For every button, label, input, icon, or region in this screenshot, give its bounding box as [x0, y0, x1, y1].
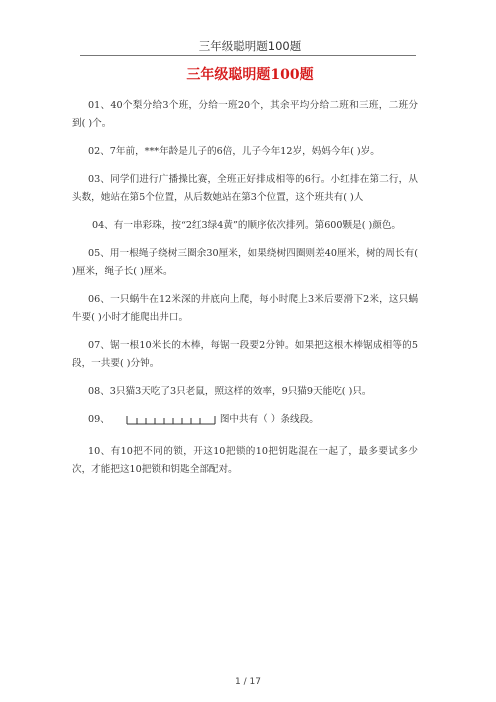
question-list: [72, 97, 418, 489]
question-07: 07、锯一根10米长的木棒，每锯一段要2分钟。如果把这根木棒锯成相等的5段，一共要( )分钟。: [72, 340, 418, 369]
running-header: 三年级聪明题100题: [198, 39, 302, 53]
question-10: 10、有10把不同的锁，开这10把锁的10把钥匙混在一起了，最多要试多少次，才能把这10把锁和钥匙全部配对。: [72, 446, 418, 475]
question-09-number: 09、: [88, 414, 110, 425]
segment-figure-icon: [126, 414, 216, 426]
page-indicator: 1 / 17: [235, 677, 261, 687]
question-05: 05、用一根绳子绕树三圈余30厘米，如果绕树四圈则差40厘米，树的周长有( )厘米，绳子长( )厘米。: [72, 248, 418, 277]
question-04: 04、有一串彩珠，按“2红3绿4黄”的顺序依次排列。第600颗是( )颜色。: [92, 220, 402, 231]
question-06: 06、一只蜗牛在12米深的井底向上爬，每小时爬上3米后要滑下2米，这只蜗牛要( )小时才能爬出井口。: [72, 294, 418, 323]
question-09-text: 图中共有（ ）条线段。: [219, 414, 319, 425]
document-title: 三年级聪明题100题: [186, 67, 314, 83]
question-09: [72, 411, 418, 429]
question-01: 01、40个梨分给3个班，分给一班20个，其余平均分给二班和三班，二班分到( )个。: [72, 100, 418, 129]
header-divider: [80, 55, 416, 56]
question-02: 02、7年前，***年龄是儿子的6倍，儿子今年12岁，妈妈今年( )岁。: [88, 146, 380, 157]
question-08: 08、3只猫3天吃了3只老鼠，照这样的效率，9只猫9天能吃( )只。: [88, 386, 372, 397]
question-03: 03、同学们进行广播操比赛，全班正好排成相等的6行。小红排在第二行，从头数，她站在第5个位置，从后数她站在第3个位置，这个班共有( )人: [72, 174, 418, 203]
